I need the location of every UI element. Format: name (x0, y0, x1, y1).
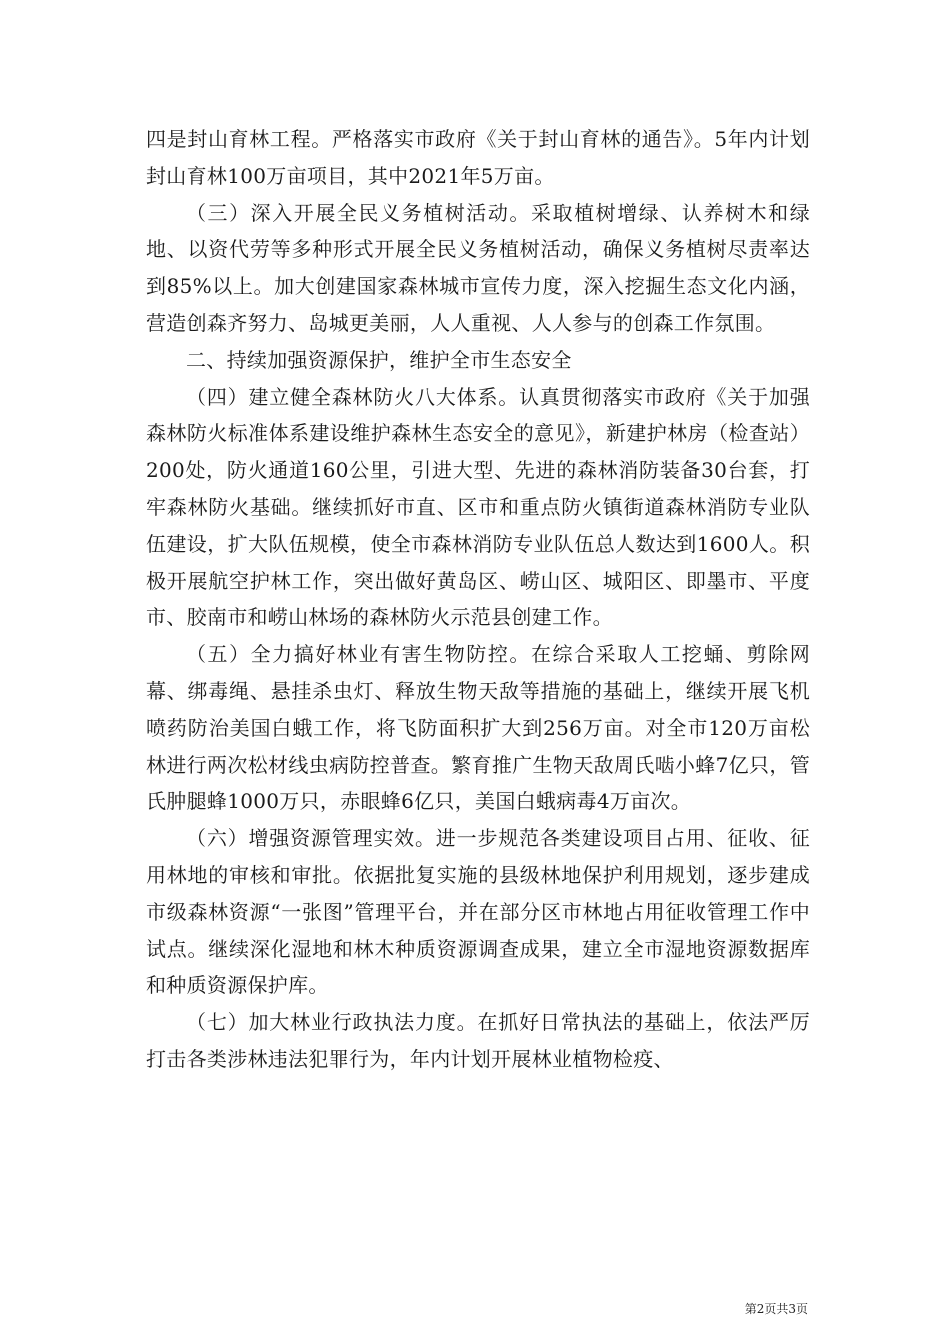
body-paragraph: 二、持续加强资源保护，维护全市生态安全 (186, 347, 572, 372)
body-paragraph: （五）全力搞好林业有害生物防控。在综合采取人工挖蛹、剪除网幕、绑毒绳、悬挂杀虫灯、释放生物天敌等措施的基础上，继续开展飞机喷药防治美国白蛾工作，将飞防面积扩大到256万亩。对全市120万亩松林进行两次松材线虫病防控普查。繁育推广生物天敌周氏啮小蜂7亿只，管氏肿腿蜂1000万只，赤眼蜂6亿只，美国白蛾病毒4万亩次。 (146, 642, 810, 814)
page-number: 第2页共3页 (744, 1302, 808, 1316)
document-body (146, 121, 810, 1078)
body-paragraph: （三）深入开展全民义务植树活动。采取植树增绿、认养树木和绿地、以资代劳等多种形式开展全民义务植树活动，确保义务植树尽责率达到85%以上。加大创建国家森林城市宣传力度，深入挖掘生态文化内涵，营造创森齐努力、岛城更美丽，人人重视、人人参与的创森工作氛围。 (146, 200, 810, 335)
body-paragraph: 四是封山育林工程。严格落实市政府《关于封山育林的通告》。5年内计划封山育林100万亩项目，其中2021年5万亩。 (146, 127, 810, 188)
body-paragraph: （七）加大林业行政执法力度。在抓好日常执法的基础上，依法严厉打击各类涉林违法犯罪行为，年内计划开展林业植物检疫、 (146, 1010, 810, 1071)
body-paragraph: （六）增强资源管理实效。进一步规范各类建设项目占用、征收、征用林地的审核和审批。依据批复实施的县级林地保护利用规划，逐步建成市级森林资源“一张图”管理平台，并在部分区市林地占用征收管理工作中试点。继续深化湿地和林木种质资源调查成果，建立全市湿地资源数据库和种质资源保护库。 (146, 826, 810, 998)
body-paragraph: （四）建立健全森林防火八大体系。认真贯彻落实市政府《关于加强森林防火标准体系建设维护森林生态安全的意见》，新建护林房（检查站）200处，防火通道160公里，引进大型、先进的森林消防装备30台套，打牢森林防火基础。继续抓好市直、区市和重点防火镇街道森林消防专业队伍建设，扩大队伍规模，使全市森林消防专业队伍总人数达到1600人。积极开展航空护林工作，突出做好黄岛区、崂山区、城阳区、即墨市、平度市、胶南市和崂山林场的森林防火示范县创建工作。 (146, 384, 810, 630)
